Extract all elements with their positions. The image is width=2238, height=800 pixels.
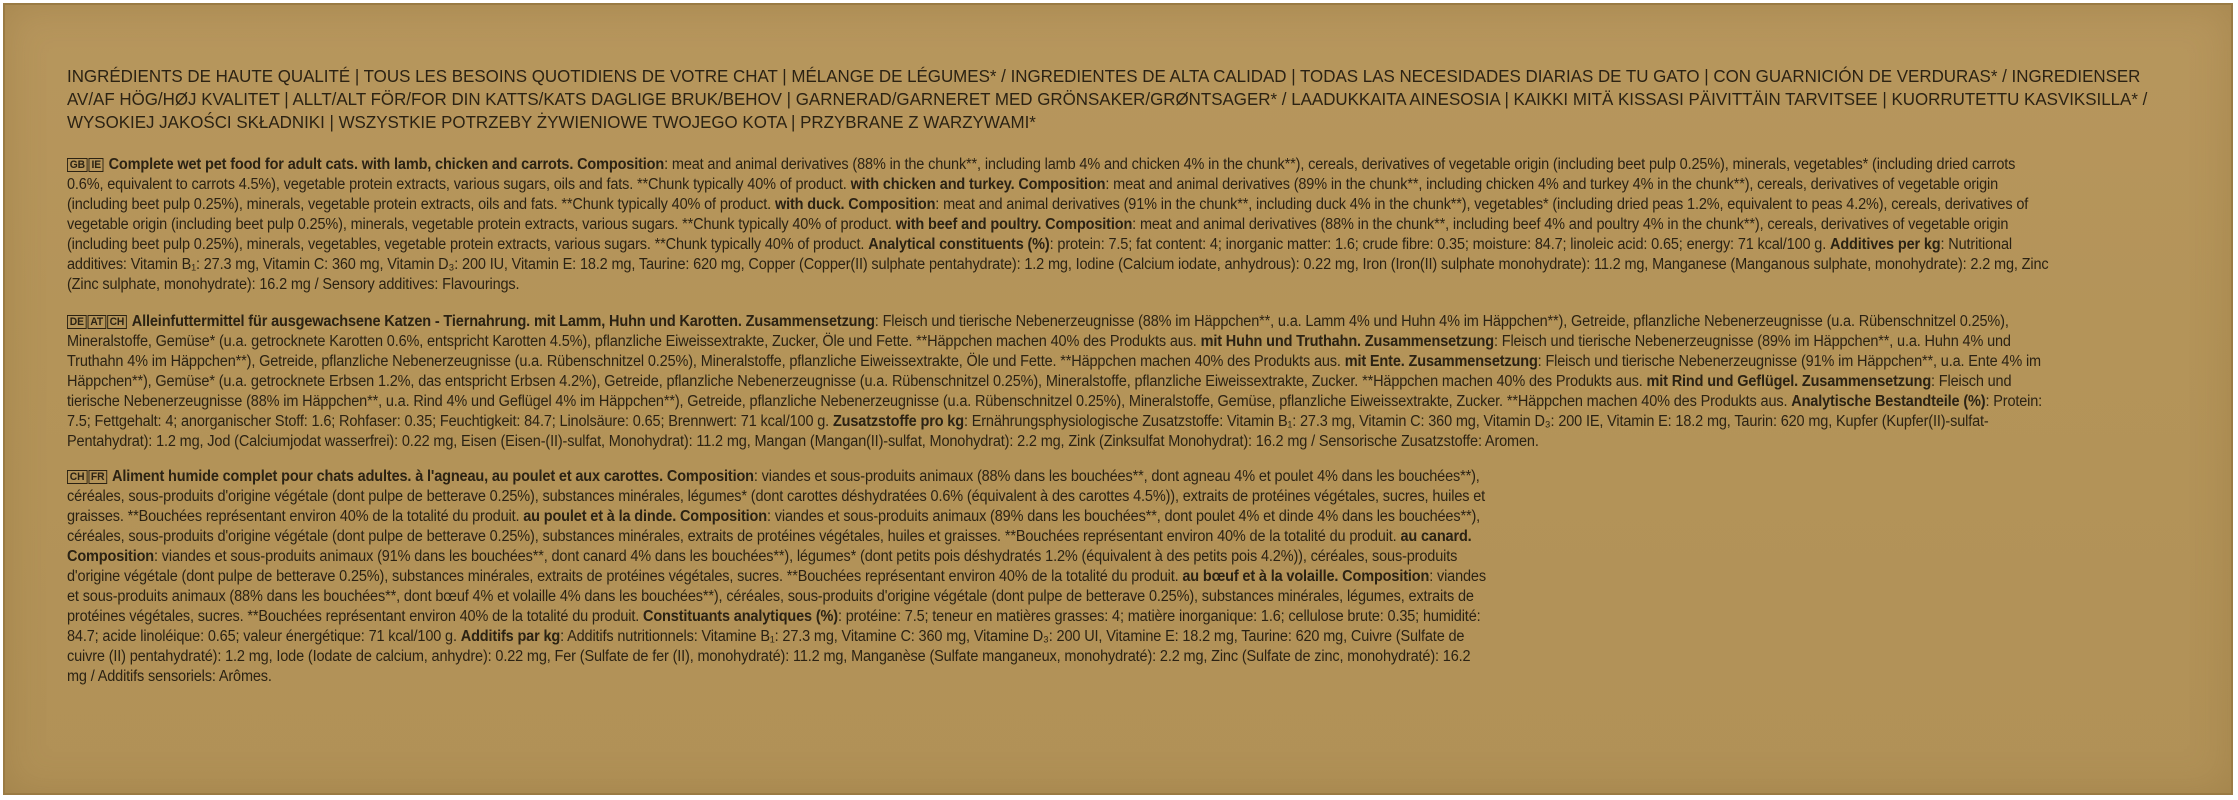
ingredient-text: : meat and animal derivatives (91% in the chunk**, including duck 4% in the chunk**), vegetables* (including dried peas 1.2%, equivalent to peas 4.2%), cereals, derivatives of vegetable origin (including beet pulp 0.25%), minerals, vegetable protein extracts, various sugars. **Chunk typically 40% of product. xyxy=(67,196,2029,233)
bold-heading: Constituants analytiques (%) xyxy=(643,608,838,625)
ingredient-text: : viandes et sous-produits animaux (89% dans les bouchées**, dont poulet 4% et dinde 4% dans les bouchées**), céréales, sous-produits d'origine végétale (dont pulpe de betterave 0.25%), substances minérales, extraits de protéines végétales, huiles et graisses. **Bouchées représentant environ 40% de la totalité du produit. xyxy=(67,508,1481,545)
ingredient-text: : protein: 7.5; fat content: 4; inorganic matter: 1.6; crude fibre: 0.35; moisture: 84.7; linoleic acid: 0.65; energy: 71 kcal/100 g. xyxy=(1049,236,1831,253)
bold-heading: Aliment humide complet pour chats adultes. à l'agneau, au poulet et aux carottes. Composition xyxy=(112,468,754,485)
ingredient-text: : viandes et sous-produits animaux (91% dans les bouchées**, dont canard 4% dans les bouchées**), légumes* (dont petits pois déshydratés 1.2% (équivalent à des petits pois 4.2%)), céréales, sous-produits d'origine végétale (dont pulpe de betterave 0.25%), substances minérales, extraits de protéines végétales, sucres. **Bouchées représentant environ 40% de la totalité du produit. xyxy=(67,548,1458,585)
language-tag-de: DE xyxy=(67,315,87,329)
ingredient-text: : Fleisch und tierische Nebenerzeugnisse (88% im Häppchen**, u.a. Lamm 4% und Huhn 4% im Häppchen**), Getreide, pflanzliche Nebenerzeugnisse (u.a. Rübenschnitzel 0.25%), Mineralstoffe, Gemüse* (u.a. getrocknete Karotten 0.6%, entspricht Karotten 4.5%), pflanzliche Eiweissextrakte, Zucker, Öle und Fette. **Häppchen machen 40% des Produkts aus. xyxy=(67,313,2009,350)
ingredient-text: : Fleisch und tierische Nebenerzeugnisse (91% im Häppchen**, u.a. Ente 4% im Häppchen**), Gemüse* (u.a. getrocknete Erbsen 1.2%, das entspricht Erbsen 4.2%), Getreide, pflanzliche Nebenerzeugnisse (u.a. Rübenschnitzel 0.25%), Mineralstoffe, pflanzliche Eiweissextrakte, Zucker. **Häppchen machen 40% des Produkts aus. xyxy=(67,353,2041,390)
ingredient-text: : viandes et sous-produits animaux (88% dans les bouchées**, dont agneau 4% et poulet 4% dans les bouchées**), céréales, sous-produits d'origine végétale (dont pulpe de betterave 0.25%), substances minérales, légumes* (dont carottes déshydratées 0.6% (équivalent à des carottes 4.5%)), extraits de protéines végétales, sucres, huiles et graisses. **Bouchées représentant environ 40% de la totalité du produit. xyxy=(67,468,1486,525)
language-tag-fr: FR xyxy=(88,470,107,484)
bold-heading: Additifs par kg xyxy=(460,628,561,645)
ingredient-text: : meat and animal derivatives (88% in the chunk**, including lamb 4% and chicken 4% in the chunk**), cereals, derivatives of vegetable origin (including beet pulp 0.25%), minerals, vegetables* (including dried carrots 0.6%, equivalent to carrots 4.5%), vegetable protein extracts, various sugars, oils and fats. **Chunk typically 40% of product. xyxy=(67,156,2016,193)
ingredient-text: : Ernährungsphysiologische Zusatzstoffe: Vitamin B₁: 27.3 mg, Vitamin C: 360 mg, Vitamin D₃: 200 IE, Vitamin E: 18.2 mg, Taurin: 620 mg, Kupfer (Kupfer(II)-sulfat-Pentahydrat): 1.2 mg, Jod (Calciumjodat wasserfrei): 0.22 mg, Eisen (Eisen-(II)-sulfat, Monohydrat): 11.2 mg, Mangan (Mangan(II)-sulfat, Monohydrat): 2.2 mg, Zink (Zinksulfat Monohydrat): 16.2 mg / Sensorische Zusatzstoffe: Aromen. xyxy=(67,413,1989,450)
section-german xyxy=(67,312,2049,452)
bold-heading: with beef and poultry. Composition xyxy=(895,216,1133,233)
bold-heading: Zusatzstoffe pro kg xyxy=(832,413,964,430)
ingredient-text: : Additifs nutritionnels: Vitamine B₁: 27.3 mg, Vitamine C: 360 mg, Vitamine D₃: 200 UI, Vitamine E: 18.2 mg, Taurine: 620 mg, Cuivre (Sulfate de cuivre (II) pentahydraté): 1.2 mg, Iode (Iodate de calcium, anhydre): 0.22 mg, Fer (Sulfate de fer (II), monohydraté): 11.2 mg, Manganèse (Sulfate manganeux, monohydraté): 2.2 mg, Zinc (Sulfate de zinc, monohydraté): 16.2 mg / Additifs sensoriels: Arômes. xyxy=(67,628,1471,685)
bold-heading: au poulet et à la dinde. Composition xyxy=(523,508,767,525)
ingredient-text: : protéine: 7.5; teneur en matières grasses: 4; matière inorganique: 1.6; cellulose brute: 0.35; humidité: 84.7; acide linoléique: 0.65; valeur énergétique: 71 kcal/100 g. xyxy=(67,608,1481,645)
ingredient-text: : meat and animal derivatives (89% in the chunk**, including chicken 4% and turkey 4% in the chunk**), cereals, derivatives of vegetable origin (including beet pulp 0.25%), minerals, vegetable protein extracts, oils and fats. **Chunk typically 40% of product. xyxy=(67,176,1999,213)
bold-heading: with chicken and turkey. Composition xyxy=(850,176,1106,193)
bold-heading: Analytical constituents (%) xyxy=(868,236,1050,253)
bold-heading: Complete wet pet food for adult cats. with lamb, chicken and carrots. Composition xyxy=(108,156,665,173)
language-tag-ie: IE xyxy=(89,158,104,172)
section-english xyxy=(67,155,2049,295)
section-french xyxy=(67,467,1493,687)
bold-heading: Additives per kg xyxy=(1830,236,1941,253)
bold-heading: au canard. Composition xyxy=(67,528,1472,565)
ingredient-text: : Nutritional additives: Vitamin B₁: 27.3 mg, Vitamin C: 360 mg, Vitamin D₃: 200 IU, Vitamin E: 18.2 mg, Taurine: 620 mg, Copper (Copper(II) sulphate pentahydrate): 1.2 mg, Iodine (Calcium iodate, anhydrous): 0.22 mg, Iron (Iron(II) sulphate monohydrate): 11.2 mg, Manganese (Manganous sulphate, monohydrate): 2.2 mg, Zinc (Zinc sulphate, monohydrate): 16.2 mg / Sensory additives: Flavourings. xyxy=(67,236,2049,293)
bold-heading: Analytische Bestandteile (%) xyxy=(1791,393,1986,410)
ingredient-text: : Fleisch und tierische Nebenerzeugnisse (88% im Häppchen**, u.a. Rind 4% und Geflügel 4% im Häppchen**), Getreide, pflanzliche Nebenerzeugnisse (u.a. Rübenschnitzel 0.25%), Mineralstoffe, Gemüse, pflanzliche Eiweissextrakte, Zucker. **Häppchen machen 40% des Produkts aus. xyxy=(67,373,2012,410)
bold-heading: mit Rind und Geflügel. Zusammensetzung xyxy=(1646,373,1932,390)
ingredient-text: : viandes et sous-produits animaux (88% dans les bouchées**, dont bœuf 4% et volaille 4% dans les bouchées**), céréales, sous-produits d'origine végétale (dont pulpe de betterave 0.25%), substances minérales, légumes, extraits de protéines végétales, sucres. **Bouchées représentant environ 40% de la totalité du produit. xyxy=(67,568,1486,625)
language-tag-ch: CH xyxy=(107,315,127,329)
bold-heading: mit Huhn und Truthahn. Zusammensetzung xyxy=(1200,333,1494,350)
package-label-panel xyxy=(3,3,2233,795)
language-tag-at: AT xyxy=(88,315,106,329)
bold-heading: mit Ente. Zusammensetzung xyxy=(1344,353,1538,370)
ingredient-text: : meat and animal derivatives (88% in the chunk**, including beef 4% and poultry 4% in the chunk**), cereals, derivatives of vegetable origin (including beet pulp 0.25%), minerals, vegetables, vegetable protein extracts, various sugars. **Chunk typically 40% of product. xyxy=(67,216,2009,253)
bold-heading: au bœuf et à la volaille. Composition xyxy=(1182,568,1430,585)
language-tag-ch: CH xyxy=(67,470,87,484)
bold-heading: Alleinfuttermittel für ausgewachsene Katzen - Tiernahrung. mit Lamm, Huhn und Karotten. Zusammensetzung xyxy=(131,313,875,330)
ingredient-text: : Fleisch und tierische Nebenerzeugnisse (89% im Häppchen**, u.a. Huhn 4% und Truthahn 4% im Häppchen**), Getreide, pflanzliche Nebenerzeugnisse (u.a. Rübenschnitzel 0.25%), Mineralstoffe, pflanzliche Eiweissextrakte, Öle und Fette. **Häppchen machen 40% des Produkts aus. xyxy=(67,333,2011,370)
language-tag-gb: GB xyxy=(67,158,88,172)
bold-heading: with duck. Composition xyxy=(774,196,936,213)
ingredient-text: : Protein: 7.5; Fettgehalt: 4; anorganischer Stoff: 1.6; Rohfaser: 0.35; Feuchtigkeit: 84.7; Linolsäure: 0.65; Brennwert: 71 kcal/100 g. xyxy=(67,393,2043,430)
marketing-claims-header: INGRÉDIENTS DE HAUTE QUALITÉ | TOUS LES BESOINS QUOTIDIENS DE VOTRE CHAT | MÉLANGE DE LÉGUMES* / INGREDIENTES DE ALTA CALIDAD | TODAS LAS NECESIDADES DIARIAS DE TU GATO | CON GUARNICIÓN DE VERDURAS* / INGREDIENSER AV/AF HÖG/HØJ KVALITET | ALLT/ALT FÖR/FOR DIN KATTS/KATS DAGLIGE BRUK/BEHOV | GARNERAD/GARNERET MED GRÖNSAKER/GRØNTSAGER* / LAADUKKAITA AINESOSIA | KAIKKI MITÄ KISSASI PÄIVITTÄIN TARVITSEE | KUORRUTETTU KASVIKSILLA* / WYSOKIEJ JAKOŚCI SKŁADNIKI | WSZYSTKIE POTRZEBY ŻYWIENIOWE TWOJEGO KOTA | PRZYBRANE Z WARZYWAMI* xyxy=(67,66,2148,132)
